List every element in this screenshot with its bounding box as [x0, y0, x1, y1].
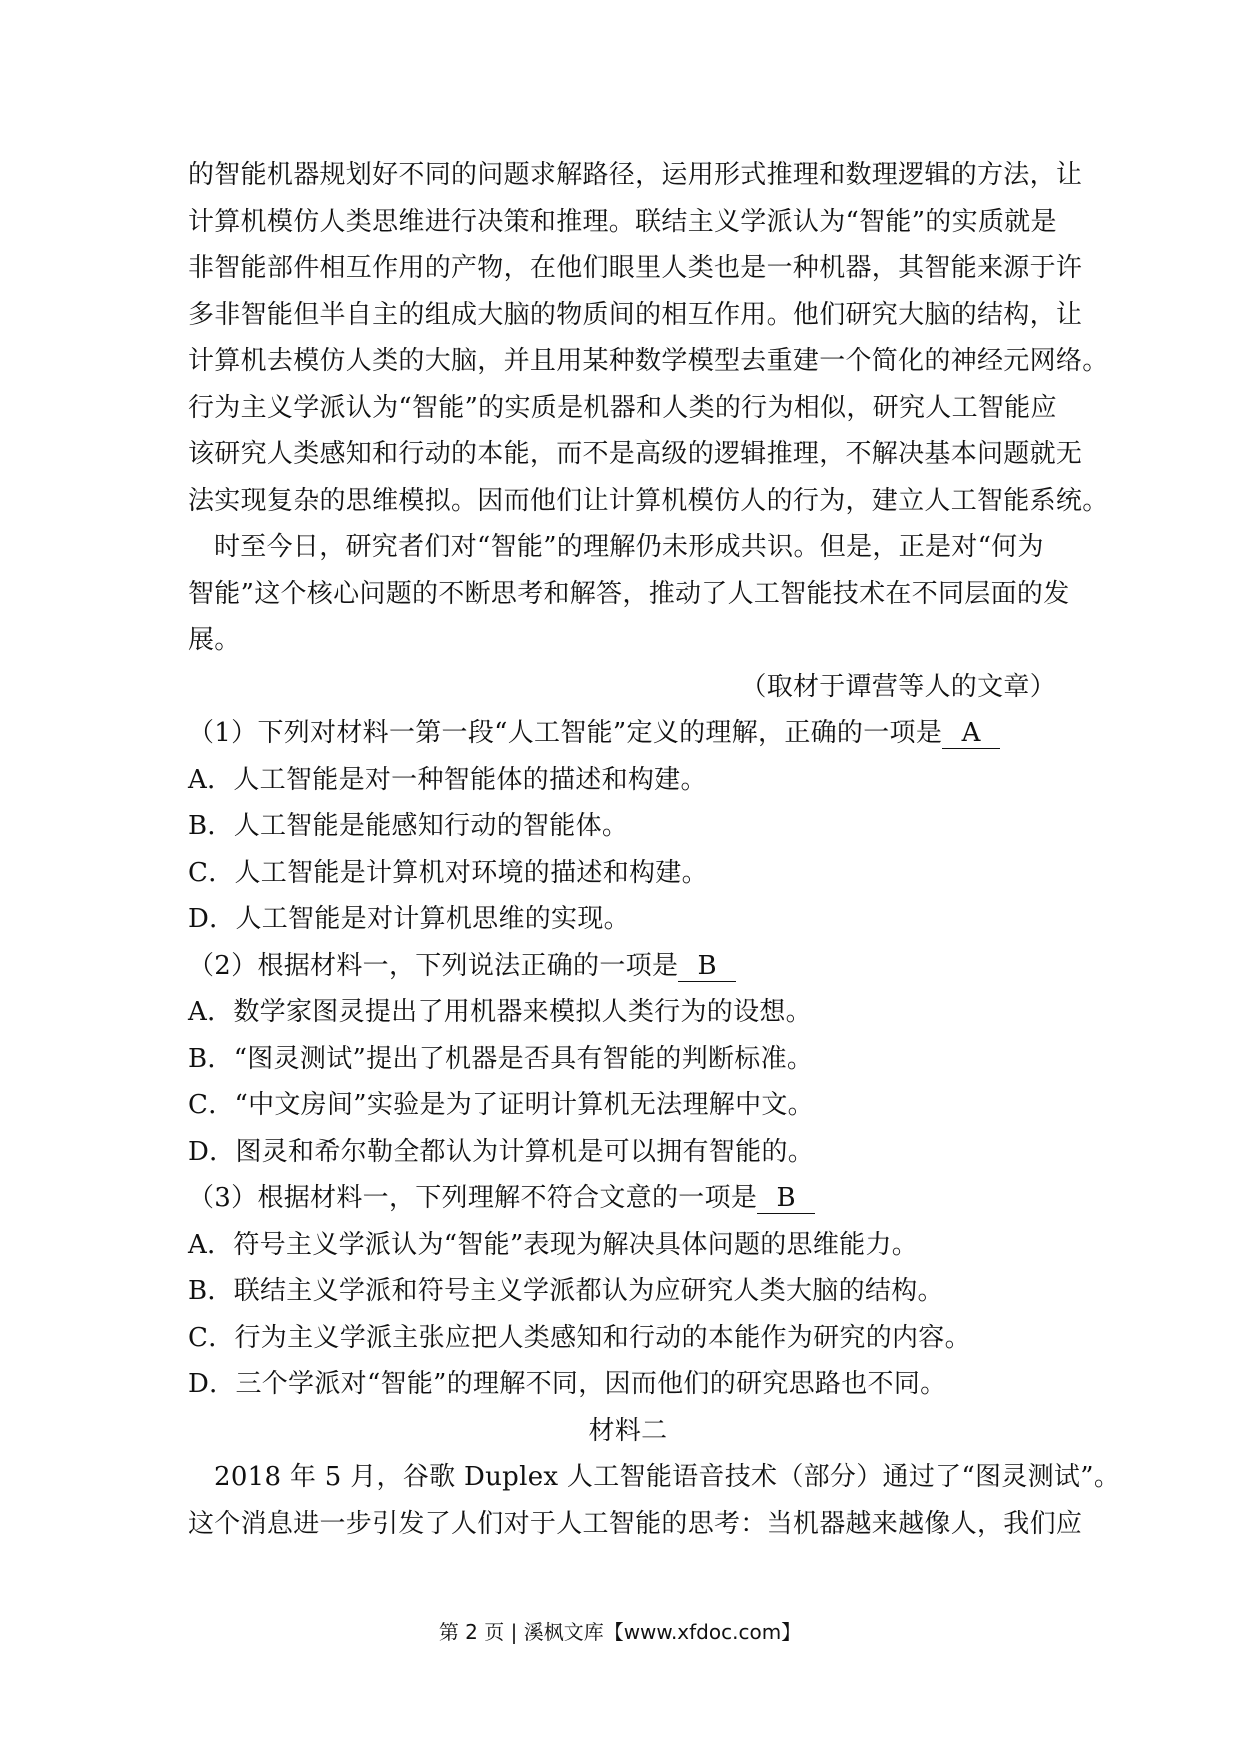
paragraph-2 — [188, 524, 1068, 664]
text-line: 计算机模仿人类思维进行决策和推理。联结主义学派认为“智能”的实质就是 — [188, 206, 1057, 237]
option-d: D．三个学派对“智能”的理解不同，因而他们的研究思路也不同。 — [188, 1369, 947, 1399]
question-stem-text: （1）下列对材料一第一段“人工智能”定义的理解，正确的一项是 — [188, 718, 943, 748]
option-a: A．符号主义学派认为“智能”表现为解决具体问题的思维能力。 — [188, 1229, 919, 1260]
section-title: 材料二 — [588, 1415, 668, 1446]
text-line: 多非智能但半自主的组成大脑的物质间的相互作用。他们研究大脑的结构，让 — [188, 299, 1083, 330]
answer-blank: B — [678, 951, 736, 982]
text-line: 行为主义学派认为“智能”的实质是机器和人类的行为相似，研究人工智能应 — [188, 392, 1057, 423]
text-line: 展。 — [188, 625, 241, 655]
page-footer: 第 2 页 | 溪枫文库【www.xfdoc.com】 — [438, 1620, 802, 1644]
option-d: D．图灵和希尔勒全都认为计算机是可以拥有智能的。 — [188, 1136, 815, 1167]
question-stem-text: （2）根据材料一，下列说法正确的一项是 — [188, 950, 679, 981]
option-d: D．人工智能是对计算机思维的实现。 — [188, 904, 630, 934]
text-line: 的智能机器规划好不同的问题求解路径，运用形式推理和数理逻辑的方法，让 — [188, 160, 1083, 190]
source-citation: （取材于谭营等人的文章） — [740, 671, 1056, 702]
question-2 — [188, 943, 1068, 1176]
option-b: B．联结主义学派和符号主义学派都认为应研究人类大脑的结构。 — [188, 1276, 944, 1306]
answer-blank: B — [757, 1183, 815, 1214]
document-body — [188, 152, 1121, 1547]
text-line: 时至今日，研究者们对“智能”的理解仍未形成共识。但是，正是对“何为 — [214, 532, 1044, 562]
question-stem-text: （3）根据材料一，下列理解不符合文意的一项是 — [188, 1183, 758, 1213]
text-line: 计算机去模仿人类的大脑，并且用某种数学模型去重建一个简化的神经元网络。 — [188, 346, 1109, 376]
question-stem — [188, 943, 1068, 990]
question-stem — [188, 710, 1068, 757]
question-1 — [188, 710, 1068, 943]
text-line: 非智能部件相互作用的产物，在他们眼里人类也是一种机器，其智能来源于许 — [188, 253, 1083, 283]
option-c: C．人工智能是计算机对环境的描述和构建。 — [188, 857, 708, 888]
option-b: B．人工智能是能感知行动的智能体。 — [188, 811, 629, 841]
question-stem — [188, 1175, 1068, 1222]
text-line: 法实现复杂的思维模拟。因而他们让计算机模仿人的行为，建立人工智能系统。 — [188, 485, 1109, 516]
material-2-paragraph — [188, 1454, 1121, 1547]
option-c: C．行为主义学派主张应把人类感知和行动的本能作为研究的内容。 — [188, 1322, 971, 1353]
option-a: A．数学家图灵提出了用机器来模拟人类行为的设想。 — [188, 997, 812, 1027]
text-line: 该研究人类感知和行动的本能，而不是高级的逻辑推理，不解决基本问题就无 — [188, 439, 1083, 469]
option-b: B．“图灵测试”提出了机器是否具有智能的判断标准。 — [188, 1043, 814, 1074]
option-a: A．人工智能是对一种智能体的描述和构建。 — [188, 764, 707, 795]
text-line: 这个消息进一步引发了人们对于人工智能的思考：当机器越来越像人，我们应 — [188, 1508, 1083, 1539]
question-3 — [188, 1175, 1068, 1408]
text-line: 智能”这个核心问题的不断思考和解答，推动了人工智能技术在不同层面的发 — [188, 578, 1070, 609]
text-line: 2018 年 5 月，谷歌 Duplex 人工智能语音技术（部分）通过了“图灵测试”。 — [214, 1462, 1121, 1492]
answer-blank: A — [942, 718, 1000, 749]
paragraph-1 — [188, 152, 1109, 524]
option-c: C．“中文房间”实验是为了证明计算机无法理解中文。 — [188, 1090, 814, 1120]
